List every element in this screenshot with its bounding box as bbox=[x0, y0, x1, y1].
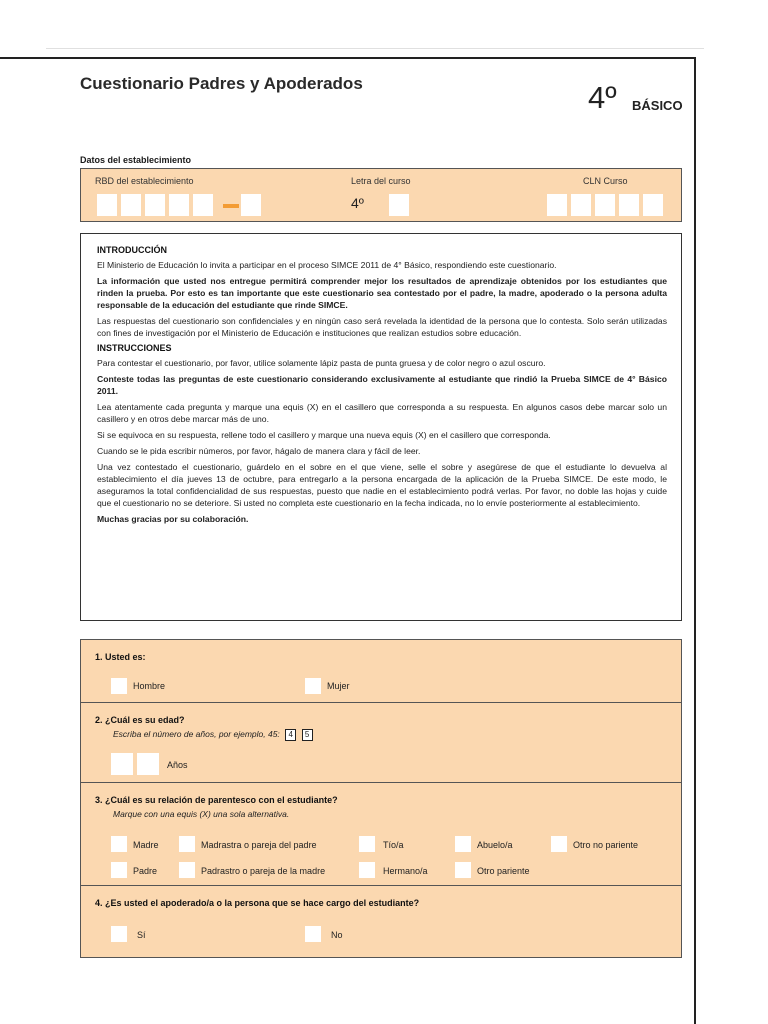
grade-number: 4º bbox=[588, 80, 617, 115]
instruction-paragraph: Si se equivoca en su respuesta, rellene todo el casillero y marque una nueva equis (X) en el casillero que corresponda. bbox=[97, 430, 551, 440]
instruction-paragraph: Lea atentamente cada pregunta y marque una equis (X) en el casillero que corresponda a su respuesta. En algunos casos debe marcar solo un casillero y en otros debe marcar más de uno. bbox=[97, 402, 667, 424]
question-4 bbox=[80, 886, 682, 958]
rbd-digit-box[interactable] bbox=[169, 194, 189, 216]
example-digit: 5 bbox=[302, 729, 313, 741]
rbd-check-digit-box[interactable] bbox=[241, 194, 261, 216]
option-checkbox-otro-no-pariente[interactable] bbox=[551, 836, 567, 852]
option-checkbox-hermano[interactable] bbox=[359, 862, 375, 878]
age-digit-box[interactable] bbox=[137, 753, 159, 775]
introduction-box bbox=[80, 233, 682, 621]
rbd-digit-box[interactable] bbox=[145, 194, 165, 216]
question-title: 2. ¿Cuál es su edad? bbox=[95, 715, 185, 725]
establishment-box bbox=[80, 168, 682, 222]
option-checkbox-otro-pariente[interactable] bbox=[455, 862, 471, 878]
option-checkbox-abuelo[interactable] bbox=[455, 836, 471, 852]
question-3 bbox=[80, 783, 682, 886]
option-checkbox-padrastro[interactable] bbox=[179, 862, 195, 878]
document-title: Cuestionario Padres y Apoderados bbox=[80, 74, 363, 93]
instruction-paragraph: Una vez contestado el cuestionario, guárdelo en el sobre en el que viene, selle el sobre y asegúrese de que el estudiante lo devuelva al establecimiento el día jueves 13 de octubre, para entregarlo a la persona encargada de la aplicación de la Prueba SIMCE. De este modo, le aseguramos la total confidencialidad de sus respuestas, puesto que nadie en el establecimiento podrá verlas. Por favor, no doble las hojas y cuide que el cuestionario no se deteriore. Si usted no completa este cuestionario en la fecha indicada, no lo envíe posteriormente al establecimiento. bbox=[97, 462, 667, 508]
option-label: Padrastro o pareja de la madre bbox=[201, 866, 326, 876]
option-label: Otro pariente bbox=[477, 866, 530, 876]
option-label: Abuelo/a bbox=[477, 840, 513, 850]
intro-paragraph: Las respuestas del cuestionario son confidenciales y en ningún caso será revelada la identidad de la persona que lo contesta. Solo serán utilizadas con fines de investigación por el Ministerio de Educación e instituciones que realizan estudios sobre educación. bbox=[97, 316, 667, 338]
option-label: Madrastra o pareja del padre bbox=[201, 840, 317, 850]
question-hint: Marque con una equis (X) una sola alternativa. bbox=[113, 809, 290, 819]
option-checkbox-padre[interactable] bbox=[111, 862, 127, 878]
question-2 bbox=[80, 703, 682, 783]
rbd-dash bbox=[223, 204, 239, 208]
instructions-heading: INSTRUCCIONES bbox=[97, 343, 172, 353]
intro-paragraph: La información que usted nos entregue permitirá comprender mejor los resultados de aprendizaje obtenidos por los estudiantes que rinden la prueba. Por esto es tan importante que este cuestionario sea contestado por el padre, la madre, apoderado o la persona adulta responsable de la educación del estudiante que rinde SIMCE. bbox=[97, 276, 667, 310]
thanks-text: Muchas gracias por su colaboración. bbox=[97, 514, 249, 524]
option-label: No bbox=[331, 930, 343, 940]
option-label: Otro no pariente bbox=[573, 840, 639, 850]
option-checkbox-tio[interactable] bbox=[359, 836, 375, 852]
question-hint bbox=[113, 729, 313, 741]
question-title: 3. ¿Cuál es su relación de parentesco con el estudiante? bbox=[95, 795, 338, 805]
option-label: Sí bbox=[137, 930, 146, 940]
cln-digit-box[interactable] bbox=[571, 194, 591, 216]
instruction-paragraph: Para contestar el cuestionario, por favor, utilice solamente lápiz pasta de punta gruesa y de color negro o azul oscuro. bbox=[97, 358, 546, 368]
question-title: 1. Usted es: bbox=[95, 652, 146, 662]
option-label: Hermano/a bbox=[383, 866, 428, 876]
age-digit-box[interactable] bbox=[111, 753, 133, 775]
option-label: Mujer bbox=[327, 681, 350, 691]
option-label: Hombre bbox=[133, 681, 166, 691]
option-checkbox-no[interactable] bbox=[305, 926, 321, 942]
age-unit-label: Años bbox=[167, 760, 188, 770]
rbd-digit-box[interactable] bbox=[121, 194, 141, 216]
instruction-paragraph: Conteste todas las preguntas de este cuestionario considerando exclusivamente al estudiante que rindió la Prueba SIMCE de 4° Básico 2011. bbox=[97, 374, 667, 396]
rbd-digit-box[interactable] bbox=[97, 194, 117, 216]
grade-label: BÁSICO bbox=[632, 98, 683, 113]
option-label: Padre bbox=[133, 866, 158, 876]
course-grade: 4º bbox=[351, 195, 364, 211]
rbd-label: RBD del establecimiento bbox=[95, 176, 194, 186]
instruction-paragraph: Cuando se le pida escribir números, por favor, hágalo de manera clara y fácil de leer. bbox=[97, 446, 421, 456]
top-divider bbox=[46, 48, 704, 49]
letter-label: Letra del curso bbox=[351, 176, 411, 186]
question-title: 4. ¿Es usted el apoderado/a o la persona que se hace cargo del estudiante? bbox=[95, 898, 420, 908]
example-digit: 4 bbox=[285, 729, 296, 741]
option-label: Tío/a bbox=[383, 840, 404, 850]
question-1 bbox=[80, 639, 682, 703]
cln-digit-box[interactable] bbox=[595, 194, 615, 216]
option-label: Madre bbox=[133, 840, 159, 850]
cln-digit-box[interactable] bbox=[619, 194, 639, 216]
cln-digit-box[interactable] bbox=[643, 194, 663, 216]
cln-label: CLN Curso bbox=[583, 176, 628, 186]
option-checkbox-madrastra[interactable] bbox=[179, 836, 195, 852]
intro-paragraph: El Ministerio de Educación lo invita a participar en el proceso SIMCE 2011 de 4° Básico, respondiendo este cuestionario. bbox=[97, 260, 557, 270]
rbd-digit-box[interactable] bbox=[193, 194, 213, 216]
option-checkbox-mujer[interactable] bbox=[305, 678, 321, 694]
intro-heading: INTRODUCCIÓN bbox=[97, 245, 167, 255]
establishment-heading: Datos del establecimiento bbox=[80, 155, 192, 165]
option-checkbox-madre[interactable] bbox=[111, 836, 127, 852]
hint-text: Escriba el número de años, por ejemplo, 45: bbox=[113, 729, 280, 739]
option-checkbox-hombre[interactable] bbox=[111, 678, 127, 694]
cln-digit-box[interactable] bbox=[547, 194, 567, 216]
option-checkbox-si[interactable] bbox=[111, 926, 127, 942]
course-letter-box[interactable] bbox=[389, 194, 409, 216]
